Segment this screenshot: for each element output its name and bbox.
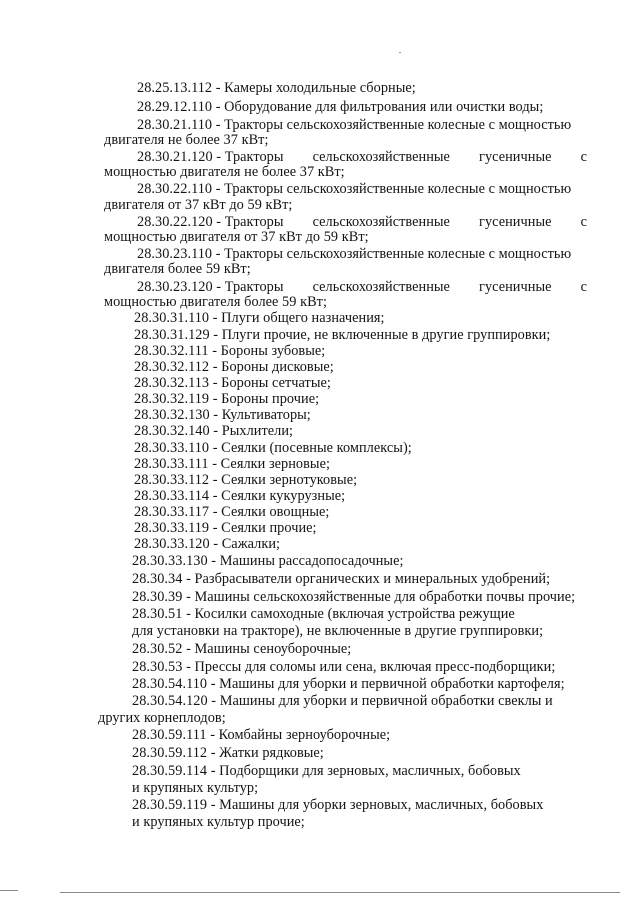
list-item: 28.30.33.110 - Сеялки (посевные комплексы); [134,440,412,456]
footer-rule [0,890,18,891]
list-item: 28.30.32.130 - Культиваторы; [134,407,311,423]
list-item: 28.30.59.111 - Комбайны зерноуборочные; [132,727,391,743]
list-item: 28.30.31.110 - Плуги общего назначения; [134,310,385,326]
list-item: 28.30.52 - Машины сеноуборочные; [132,641,352,657]
footer-rule [60,892,620,893]
list-item-justified [137,214,587,230]
list-item-continuation: мощностью двигателя от 37 кВт до 59 кВт; [104,229,369,245]
list-item: 28.30.32.112 - Бороны дисковые; [134,359,334,375]
justified-part: гусеничные [479,149,552,165]
list-item: 28.30.33.117 - Сеялки овощные; [134,504,330,520]
list-item-continuation: других корнеплодов; [98,710,226,726]
list-item: 28.30.33.120 - Сажалки; [134,536,281,552]
list-item-continuation: мощностью двигателя не более 37 кВт; [104,164,345,180]
list-item: 28.30.31.129 - Плуги прочие, не включенные в другие группировки; [134,327,551,343]
list-item: 28.30.59.114 - Подборщики для зерновых, масличных, бобовых [132,763,521,779]
justified-part: с [580,149,587,165]
list-item: 28.30.21.110 - Тракторы сельскохозяйственные колесные с мощностью [137,117,572,133]
list-item: 28.30.23.110 - Тракторы сельскохозяйственные колесные с мощностью [137,246,572,262]
list-item-continuation: для установки на тракторе), не включенные в другие группировки; [132,623,544,639]
list-item: 28.29.12.110 - Оборудование для фильтрования или очистки воды; [137,99,544,115]
list-item: 28.30.32.119 - Бороны прочие; [134,391,320,407]
justified-part: сельскохозяйственные [312,214,450,230]
list-item-continuation: и крупяных культур прочие; [132,814,305,830]
list-item: 28.30.33.111 - Сеялки зерновые; [134,456,331,472]
list-item: 28.30.33.112 - Сеялки зернотуковые; [134,472,358,488]
justified-part: с [580,214,587,230]
list-item: 28.30.59.112 - Жатки рядковые; [132,745,324,761]
list-item-continuation: двигателя от 37 кВт до 59 кВт; [104,197,293,213]
list-item: 28.30.32.111 - Бороны зубовые; [134,343,326,359]
justified-part: сельскохозяйственные [312,149,450,165]
justified-part: гусеничные [479,279,552,295]
list-item-justified [137,149,587,165]
list-item: 28.30.33.114 - Сеялки кукурузные; [134,488,346,504]
justified-part: с [580,279,587,295]
justified-part: гусеничные [479,214,552,230]
list-item-continuation: и крупяных культур; [132,780,259,796]
list-item: 28.30.59.119 - Машины для уборки зерновых, масличных, бобовых [132,797,544,813]
list-item: 28.30.54.120 - Машины для уборки и первичной обработки свеклы и [132,693,553,709]
list-item: 28.30.33.130 - Машины рассадопосадочные; [132,553,404,569]
list-item: 28.30.39 - Машины сельскохозяйственные для обработки почвы прочие; [132,589,576,605]
list-item-continuation: двигателя более 59 кВт; [104,261,251,277]
scan-speck [399,52,401,53]
list-item: 28.30.33.119 - Сеялки прочие; [134,520,317,536]
justified-part: сельскохозяйственные [312,279,450,295]
list-item: 28.30.34 - Разбрасыватели органических и минеральных удобрений; [132,571,551,587]
list-item-continuation: двигателя не более 37 кВт; [104,132,269,148]
justified-part: 28.30.21.120 - Тракторы [137,149,284,165]
list-item: 28.30.53 - Прессы для соломы или сена, включая пресс-подборщики; [132,659,556,675]
justified-part: 28.30.23.120 - Тракторы [137,279,284,295]
list-item: 28.30.22.110 - Тракторы сельскохозяйственные колесные с мощностью [137,181,572,197]
list-item: 28.30.32.113 - Бороны сетчатые; [134,375,331,391]
justified-part: 28.30.22.120 - Тракторы [137,214,284,230]
list-item: 28.30.54.110 - Машины для уборки и первичной обработки картофеля; [132,676,565,692]
list-item: 28.25.13.112 - Камеры холодильные сборные; [137,80,416,96]
list-item: 28.30.51 - Косилки самоходные (включая устройства режущие [132,606,515,622]
list-item-justified [137,279,587,295]
list-item-continuation: мощностью двигателя более 59 кВт; [104,294,327,310]
list-item: 28.30.32.140 - Рыхлители; [134,423,294,439]
